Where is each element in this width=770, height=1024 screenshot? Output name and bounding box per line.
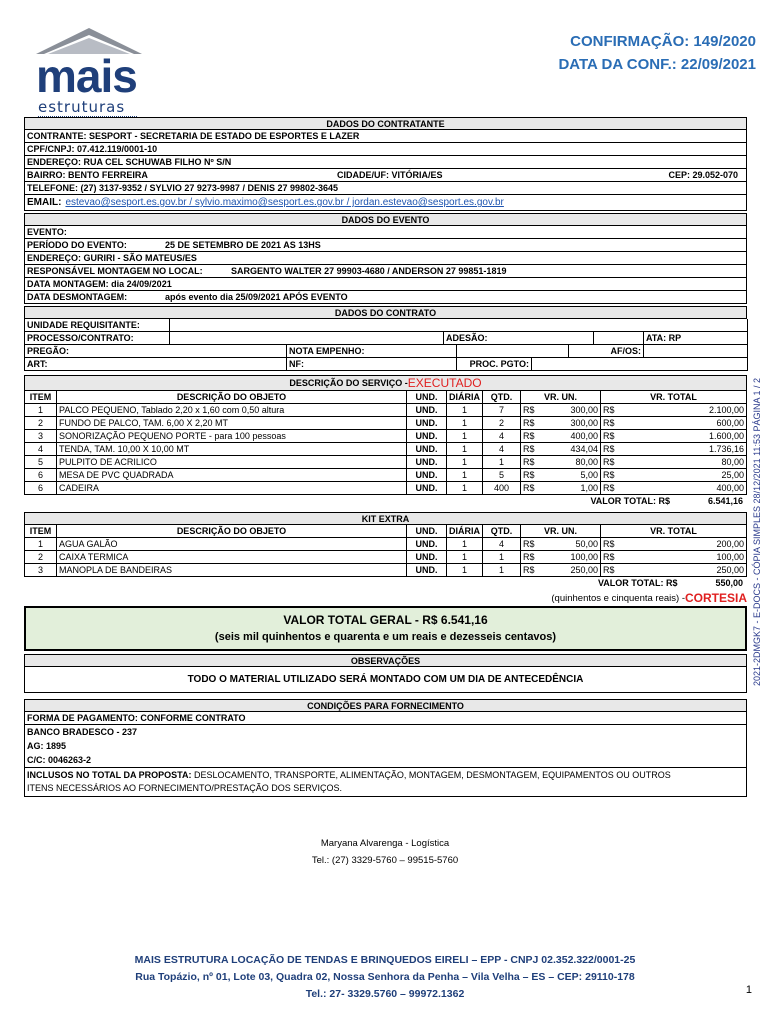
total-value: 250,00: [716, 565, 744, 575]
table-header-cell: DIÁRIA: [447, 391, 483, 404]
table-header-cell: QTD.: [483, 391, 521, 404]
item-unit: UND.: [407, 417, 447, 430]
item-unit: UND.: [407, 538, 447, 551]
item-number: 6: [25, 469, 57, 482]
total-geral-extenso: (seis mil quinhentos e quarenta e um reais e dezesseis centavos): [214, 631, 557, 643]
item-unit-price: [521, 564, 601, 577]
table-header-cell: DESCRIÇÃO DO OBJETO: [57, 525, 407, 538]
table-header-cell: VR. TOTAL: [601, 525, 747, 538]
unit-price-value: 1,00: [580, 483, 598, 493]
item-number: 2: [25, 551, 57, 564]
item-unit-price: [521, 538, 601, 551]
item-unit-price: [521, 551, 601, 564]
item-description: FUNDO DE PALCO, TAM. 6,00 X 2,20 MT: [57, 417, 407, 430]
item-number: 1: [25, 404, 57, 417]
inclusos-block: INCLUSOS NO TOTAL DA PROPOSTA: DESLOCAMENTO, TRANSPORTE, ALIMENTAÇÃO, MONTAGEM, DESMONTAGEM, EQUIPAMENTOS OU OUTROS ITENS NECESSÁRIOS AO FORNECIMENTO/PRESTAÇÃO DOS SERVIÇOS.: [24, 768, 747, 797]
currency-label: R$: [603, 470, 615, 480]
currency-label: R$: [603, 483, 615, 493]
item-qty: 400: [483, 482, 521, 495]
table-header-cell: ITEM: [25, 391, 57, 404]
evento-row: EVENTO:: [24, 226, 747, 239]
total-value: 25,00: [721, 470, 744, 480]
currency-label: R$: [603, 552, 615, 562]
contrato-grid-1: UNIDADE REQUISITANTE:: [24, 319, 747, 332]
item-description: PALCO PEQUENO, Tablado 2,20 x 1,60 com 0,50 altura: [57, 404, 407, 417]
table-row: [24, 538, 747, 551]
footer-address: Rua Topázio, nº 01, Lote 03, Quadra 02, Nossa Senhora da Penha – Vila Velha – ES – CEP: 29110-178: [135, 971, 635, 983]
periodo-row: PERÍODO DO EVENTO: 25 DE SETEMBRO DE 2021 AS 13HS: [24, 239, 747, 252]
currency-label: R$: [603, 565, 615, 575]
confirmation-number: CONFIRMAÇÃO: 149/2020: [570, 33, 756, 50]
logo-subtext: estruturas: [38, 98, 137, 117]
table-header-cell: UND.: [407, 391, 447, 404]
item-unit-price: [521, 417, 601, 430]
item-unit: UND.: [407, 564, 447, 577]
email-link[interactable]: estevao@sesport.es.gov.br / sylvio.maximo@sesport.es.gov.br / jordan.estevao@sesport.es.gov.br: [65, 197, 504, 208]
total-value: 1.600,00: [708, 431, 744, 441]
table-header-cell: VR. UN.: [521, 391, 601, 404]
unit-price-value: 5,00: [580, 470, 598, 480]
item-total: [601, 469, 747, 482]
item-diaria: 1: [447, 456, 483, 469]
confirmation-date: DATA DA CONF.: 22/09/2021: [558, 56, 756, 73]
item-total: [601, 482, 747, 495]
item-diaria: 1: [447, 564, 483, 577]
contact-tel: Tel.: (27) 3329-5760 – 99515-5760: [311, 855, 459, 866]
unit-price-value: 50,00: [575, 539, 598, 549]
document-body: [24, 117, 747, 797]
unit-price-value: 100,00: [570, 552, 598, 562]
item-total: [601, 443, 747, 456]
item-diaria: 1: [447, 430, 483, 443]
item-qty: 4: [483, 430, 521, 443]
item-unit: UND.: [407, 469, 447, 482]
section-header-contratante: DADOS DO CONTRATANTE: [24, 117, 747, 130]
status-executado: EXECUTADO: [407, 376, 482, 390]
item-unit: UND.: [407, 404, 447, 417]
currency-label: R$: [523, 483, 535, 493]
total-value: 2.100,00: [708, 405, 744, 415]
section-header-kit: KIT EXTRA: [24, 512, 747, 525]
unit-price-value: 434,04: [570, 444, 598, 454]
currency-label: R$: [523, 431, 535, 441]
contrato-grid-3: PREGÃO: NOTA EMPENHO: AF/OS:: [24, 345, 747, 358]
table-header-row: [24, 525, 747, 538]
currency-label: R$: [603, 444, 615, 454]
table-header-cell: VR. UN.: [521, 525, 601, 538]
item-description: CADEIRA: [57, 482, 407, 495]
valor-total-label: VALOR TOTAL: R$: [597, 578, 678, 588]
currency-label: R$: [603, 539, 615, 549]
unit-price-value: 300,00: [570, 418, 598, 428]
table-header-cell: DESCRIÇÃO DO OBJETO: [57, 391, 407, 404]
section-header-evento: DADOS DO EVENTO: [24, 213, 747, 226]
item-total: [601, 551, 747, 564]
item-diaria: 1: [447, 404, 483, 417]
contrato-grid-2: PROCESSO/CONTRATO: ADESÃO: ATA: RP: [24, 332, 747, 345]
item-number: 3: [25, 430, 57, 443]
item-diaria: 1: [447, 538, 483, 551]
currency-label: R$: [603, 431, 615, 441]
section-header-contrato: DADOS DO CONTRATO: [24, 306, 747, 319]
item-qty: 5: [483, 469, 521, 482]
responsavel-row: RESPONSÁVEL MONTAGEM NO LOCAL: SARGENTO WALTER 27 99903-4680 / ANDERSON 27 99851-1819: [24, 265, 747, 278]
section-header-condicoes: CONDIÇÕES PARA FORNECIMENTO: [24, 699, 747, 712]
footer-phone: Tel.: 27- 3329.5760 – 99972.1362: [305, 988, 465, 1000]
item-diaria: 1: [447, 417, 483, 430]
unit-price-value: 400,00: [570, 431, 598, 441]
item-description: MESA DE PVC QUADRADA: [57, 469, 407, 482]
table-row: [24, 469, 747, 482]
side-stamp: 2021-2DMGK7 - E-DOCS - CÓPIA SIMPLES 28/12/2021 11:53 PÁGINA 1 / 2: [752, 378, 762, 686]
currency-label: R$: [523, 470, 535, 480]
forma-pagamento-row: FORMA DE PAGAMENTO: CONFORME CONTRATO: [24, 712, 747, 725]
contact-name: Maryana Alvarenga - Logística: [320, 838, 450, 849]
item-unit-price: [521, 443, 601, 456]
table-row: [24, 417, 747, 430]
table-header-cell: QTD.: [483, 525, 521, 538]
currency-label: R$: [523, 418, 535, 428]
observacoes-text: TODO O MATERIAL UTILIZADO SERÁ MONTADO COM UM DIA DE ANTECEDÊNCIA: [24, 667, 747, 693]
currency-label: R$: [603, 457, 615, 467]
item-unit: UND.: [407, 551, 447, 564]
item-qty: 4: [483, 443, 521, 456]
table-row: [24, 430, 747, 443]
item-qty: 2: [483, 417, 521, 430]
valor-total-row: [24, 577, 747, 590]
section-header-servico: DESCRIÇÃO DO SERVIÇO - EXECUTADO: [24, 375, 747, 391]
total-value: 400,00: [716, 483, 744, 493]
item-diaria: 1: [447, 443, 483, 456]
table-row: [24, 482, 747, 495]
currency-label: R$: [523, 565, 535, 575]
cnpj-row: CPF/CNPJ: 07.412.119/0001-10: [24, 143, 747, 156]
item-qty: 1: [483, 551, 521, 564]
item-number: 1: [25, 538, 57, 551]
contrato-grid-4: ART: NF: PROC. PGTO:: [24, 358, 747, 371]
company-footer: [0, 952, 770, 1003]
valor-total-value: 6.541,16: [707, 496, 743, 506]
item-number: 4: [25, 443, 57, 456]
total-value: 1.736,16: [708, 444, 744, 454]
item-unit-price: [521, 456, 601, 469]
item-total: [601, 430, 747, 443]
item-total: [601, 456, 747, 469]
item-unit-price: [521, 482, 601, 495]
item-unit-price: [521, 404, 601, 417]
unit-price-value: 250,00: [570, 565, 598, 575]
item-qty: 1: [483, 456, 521, 469]
logo-text: mais: [36, 50, 137, 102]
section-header-observacoes: OBSERVAÇÕES: [24, 654, 747, 667]
table-header-cell: ITEM: [25, 525, 57, 538]
email-row: EMAIL: estevao@sesport.es.gov.br / sylvio.maximo@sesport.es.gov.br / jordan.estevao@sesport.es.gov.br: [24, 195, 747, 211]
item-total: [601, 404, 747, 417]
item-total: [601, 417, 747, 430]
item-unit: UND.: [407, 456, 447, 469]
table-row: [24, 456, 747, 469]
item-unit: UND.: [407, 443, 447, 456]
item-diaria: 1: [447, 482, 483, 495]
item-unit-price: [521, 469, 601, 482]
valor-total-geral: [24, 606, 747, 651]
telefone-row: TELEFONE: (27) 3137-9352 / SYLVIO 27 9273-9987 / DENIS 27 99802-3645: [24, 182, 747, 195]
currency-label: R$: [523, 539, 535, 549]
contact-block: [0, 835, 770, 869]
kit-extenso-row: (quinhentos e cinquenta reais) - CORTESIA: [551, 591, 747, 605]
item-number: 5: [25, 456, 57, 469]
banco-block: BANCO BRADESCO - 237 AG: 1895 C/C: 0046263-2: [24, 725, 747, 768]
currency-label: R$: [603, 418, 615, 428]
item-description: AGUA GALÃO: [57, 538, 407, 551]
total-value: 200,00: [716, 539, 744, 549]
item-description: TENDA, TAM. 10,00 X 10,00 MT: [57, 443, 407, 456]
table-row: [24, 551, 747, 564]
item-description: SONORIZAÇÃO PEQUENO PORTE - para 100 pessoas: [57, 430, 407, 443]
item-total: [601, 538, 747, 551]
total-value: 100,00: [716, 552, 744, 562]
item-number: 2: [25, 417, 57, 430]
table-row: [24, 404, 747, 417]
currency-label: R$: [523, 405, 535, 415]
currency-label: R$: [523, 552, 535, 562]
endereco-evento-row: ENDEREÇO: GURIRI - SÃO MATEUS/ES: [24, 252, 747, 265]
table-header-cell: DIÁRIA: [447, 525, 483, 538]
table-row: [24, 564, 747, 577]
item-diaria: 1: [447, 551, 483, 564]
desmontagem-row: DATA DESMONTAGEM: após evento dia 25/09/2021 APÓS EVENTO: [24, 291, 747, 304]
bairro-row: BAIRRO: BENTO FERREIRA CIDADE/UF: VITÓRIA/ES CEP: 29.052-070: [24, 169, 747, 182]
page-number: 1: [745, 984, 752, 996]
total-value: 600,00: [716, 418, 744, 428]
item-description: CAIXA TERMICA: [57, 551, 407, 564]
currency-label: R$: [523, 457, 535, 467]
table-header-cell: VR. TOTAL: [601, 391, 747, 404]
table-row: [24, 443, 747, 456]
item-unit: UND.: [407, 430, 447, 443]
total-geral-value: VALOR TOTAL GERAL - R$ 6.541,16: [283, 613, 488, 627]
kit-table: [24, 525, 747, 590]
item-qty: 4: [483, 538, 521, 551]
montagem-row: DATA MONTAGEM: dia 24/09/2021: [24, 278, 747, 291]
item-qty: 1: [483, 564, 521, 577]
total-value: 80,00: [721, 457, 744, 467]
unit-price-value: 80,00: [575, 457, 598, 467]
item-unit-price: [521, 430, 601, 443]
endereco-row: ENDEREÇO: RUA CEL SCHUWAB FILHO Nº S/N: [24, 156, 747, 169]
company-logo: [28, 22, 152, 114]
confirmation-header: [558, 30, 756, 76]
item-number: 6: [25, 482, 57, 495]
valor-total-label: VALOR TOTAL: R$: [590, 496, 670, 506]
unit-price-value: 300,00: [570, 405, 598, 415]
valor-total-row: [24, 495, 747, 508]
item-description: PULPITO DE ACRILICO: [57, 456, 407, 469]
table-header-row: [24, 391, 747, 404]
item-total: [601, 564, 747, 577]
table-header-cell: UND.: [407, 525, 447, 538]
item-unit: UND.: [407, 482, 447, 495]
item-description: MANOPLA DE BANDEIRAS: [57, 564, 407, 577]
item-qty: 7: [483, 404, 521, 417]
valor-total-value: 550,00: [715, 578, 743, 588]
item-diaria: 1: [447, 469, 483, 482]
currency-label: R$: [523, 444, 535, 454]
cortesia-label: CORTESIA: [684, 591, 747, 605]
contratante-row: CONTRANTE: SESPORT - SECRETARIA DE ESTADO DE ESPORTES E LAZER: [24, 130, 747, 143]
servico-table: [24, 391, 747, 508]
currency-label: R$: [603, 405, 615, 415]
item-number: 3: [25, 564, 57, 577]
footer-company: MAIS ESTRUTURA LOCAÇÃO DE TENDAS E BRINQUEDOS EIRELI – EPP - CNPJ 02.352.322/0001-25: [134, 954, 636, 966]
